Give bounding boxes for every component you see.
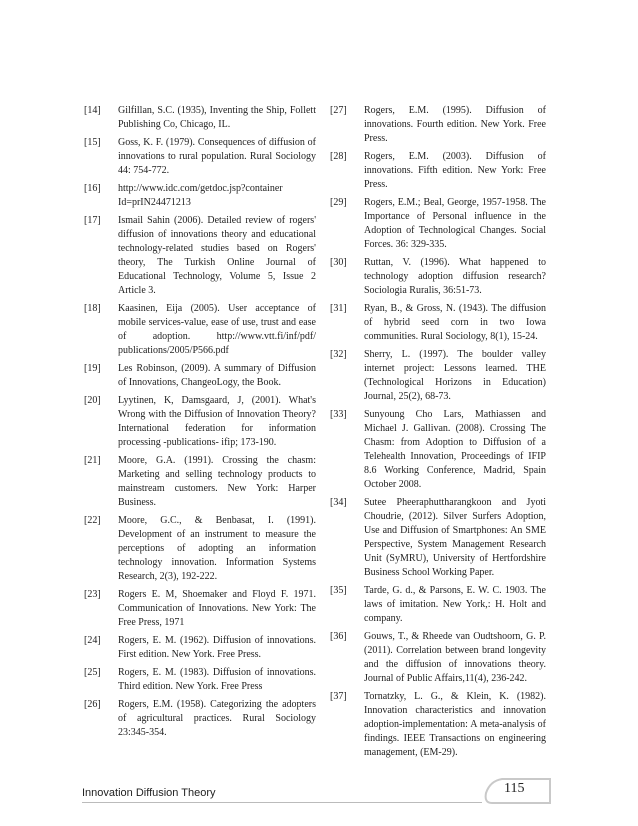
- reference-text: Sunyoung Cho Lars, Mathiassen and Michael J. Gallivan. (2008). Crossing The Chasm: from Adoption to Diffusion of a Telehealth Innovation, Proceedings of IFIP 8.6 Working Conference, Madrid, Spain October 2008.: [364, 409, 546, 490]
- reference-text: Rogers, E. M. (1983). Diffusion of innovations. Third edition. New York. Free Press: [118, 667, 316, 692]
- reference-item: [84, 362, 316, 390]
- reference-number: [16]: [84, 183, 101, 194]
- reference-item: [84, 666, 316, 694]
- reference-item: [84, 182, 316, 210]
- reference-text: Rogers, E. M. (1962). Diffusion of innovations. First edition. New York. Free Press.: [118, 635, 316, 660]
- reference-item: [330, 256, 546, 298]
- reference-text: Ismail Sahin (2006). Detailed review of rogers' diffusion of innovations theory and educational technology-related studies based on Rogers' theory, The Turkish Online Journal of Educational Technology, Volume 5, Issue 2 Article 3.: [118, 215, 316, 296]
- reference-number: [34]: [330, 497, 347, 508]
- reference-text: Tornatzky, L. G., & Klein, K. (1982). Innovation characteristics and innovation adoption-implementation: A meta-analysis of findings. IEEE Transactions on engineering management, (EM-29).: [364, 691, 546, 758]
- reference-text: Lyytinen, K, Damsgaard, J, (2001). What's Wrong with the Diffusion of Innovation Theory? International federation for information processing -publications- ifip; 173-190.: [118, 395, 316, 448]
- footer-rule: [82, 802, 482, 803]
- reference-item: [330, 496, 546, 580]
- reference-number: [37]: [330, 691, 347, 702]
- reference-number: [28]: [330, 151, 347, 162]
- reference-item: [84, 302, 316, 358]
- reference-number: [22]: [84, 515, 101, 526]
- references-left-column: [84, 104, 316, 744]
- reference-number: [21]: [84, 455, 101, 466]
- page-number: 115: [504, 781, 525, 796]
- reference-text: Rogers, E.M. (2003). Diffusion of innovations. Fifth edition. New York: Free Press.: [364, 151, 546, 190]
- reference-number: [25]: [84, 667, 101, 678]
- reference-number: [32]: [330, 349, 347, 360]
- reference-text: Ruttan, V. (1996). What happened to technology adoption diffusion research? Sociologia Ruralis, 36:51-73.: [364, 257, 546, 296]
- reference-text: Rogers, E.M. (1995). Diffusion of innovations. Fourth edition. New York. Free Press.: [364, 105, 546, 144]
- references-right-column: [330, 104, 546, 764]
- reference-text: Tarde, G. d., & Parsons, E. W. C. 1903. The laws of imitation. New York,: H. Holt and company.: [364, 585, 546, 624]
- reference-text: Kaasinen, Eija (2005). User acceptance of mobile services-value, ease of use, trust and ease of adoption. http://www.vtt.fi/inf/pdf/ publications/2005/P566.pdf: [118, 303, 316, 356]
- reference-number: [23]: [84, 589, 101, 600]
- reference-text: Rogers, E.M. (1958). Categorizing the adopters of agricultural practices. Rural Sociology 23:345-354.: [118, 699, 316, 738]
- reference-text: Rogers, E.M.; Beal, George, 1957-1958. The Importance of Personal influence in the Adoption of Technological Changes. Social Forces. 36: 329-335.: [364, 197, 546, 250]
- reference-item: [330, 196, 546, 252]
- reference-number: [24]: [84, 635, 101, 646]
- reference-text: Ryan, B., & Gross, N. (1943). The diffusion of hybrid seed corn in two Iowa communities. Rural Sociology, 8(1), 15-24.: [364, 303, 546, 342]
- reference-text: Moore, G.A. (1991). Crossing the chasm: Marketing and selling technology products to mainstream customers. New York: Harper Business.: [118, 455, 316, 508]
- reference-item: [84, 698, 316, 740]
- reference-item: [84, 104, 316, 132]
- reference-text: http://www.idc.com/getdoc.jsp?container Id=prIN24471213: [118, 183, 283, 208]
- reference-item: [330, 408, 546, 492]
- reference-item: [84, 136, 316, 178]
- reference-item: [330, 302, 546, 344]
- reference-item: [330, 348, 546, 404]
- reference-item: [330, 630, 546, 686]
- reference-text: Moore, G.C., & Benbasat, I. (1991). Development of an instrument to measure the perceptions of adopting an information technology innovation. Information Systems Research, 2(3), 192-222.: [118, 515, 316, 582]
- reference-item: [330, 104, 546, 146]
- reference-item: [84, 634, 316, 662]
- reference-item: [84, 588, 316, 630]
- reference-text: Sherry, L. (1997). The boulder valley internet project: Lessons learned. THE (Technological Horizons in Education) Journal, 25(2), 68-73.: [364, 349, 546, 402]
- reference-item: [330, 150, 546, 192]
- reference-number: [17]: [84, 215, 101, 226]
- reference-number: [15]: [84, 137, 101, 148]
- reference-item: [330, 584, 546, 626]
- reference-item: [84, 214, 316, 298]
- reference-item: [84, 394, 316, 450]
- reference-number: [26]: [84, 699, 101, 710]
- reference-number: [19]: [84, 363, 101, 374]
- reference-text: Goss, K. F. (1979). Consequences of diffusion of innovations to rural population. Rural Sociology 44: 754-772.: [118, 137, 316, 176]
- reference-number: [27]: [330, 105, 347, 116]
- reference-number: [33]: [330, 409, 347, 420]
- reference-text: Sutee Pheeraphuttharangkoon and Jyoti Choudrie, (2012). Silver Surfers Adoption, Use and Diffusion of Smartphones: An SME Perspective, System Management Research Unit (SyMRU), University of Hertfordshire Business School Working Paper.: [364, 497, 546, 578]
- reference-text: Les Robinson, (2009). A summary of Diffusion of Innovations, ChangeoLogy, the Book.: [118, 363, 316, 388]
- reference-text: Gouws, T., & Rheede van Oudtshoorn, G. P. (2011). Correlation between brand longevity and the diffusion of innovations theory. Journal of Public Affairs,11(4), 236-242.: [364, 631, 546, 684]
- reference-item: [84, 454, 316, 510]
- reference-item: [330, 690, 546, 760]
- reference-number: [35]: [330, 585, 347, 596]
- footer-title: Innovation Diffusion Theory: [82, 787, 216, 799]
- reference-number: [20]: [84, 395, 101, 406]
- reference-number: [29]: [330, 197, 347, 208]
- reference-number: [14]: [84, 105, 101, 116]
- reference-number: [36]: [330, 631, 347, 642]
- reference-number: [30]: [330, 257, 347, 268]
- reference-text: Rogers E. M, Shoemaker and Floyd F. 1971. Communication of Innovations. New York: The Free Press, 1971: [118, 589, 316, 628]
- reference-item: [84, 514, 316, 584]
- reference-number: [31]: [330, 303, 347, 314]
- reference-text: Gilfillan, S.C. (1935), Inventing the Ship, Follett Publishing Co, Chicago, IL.: [118, 105, 316, 130]
- reference-number: [18]: [84, 303, 101, 314]
